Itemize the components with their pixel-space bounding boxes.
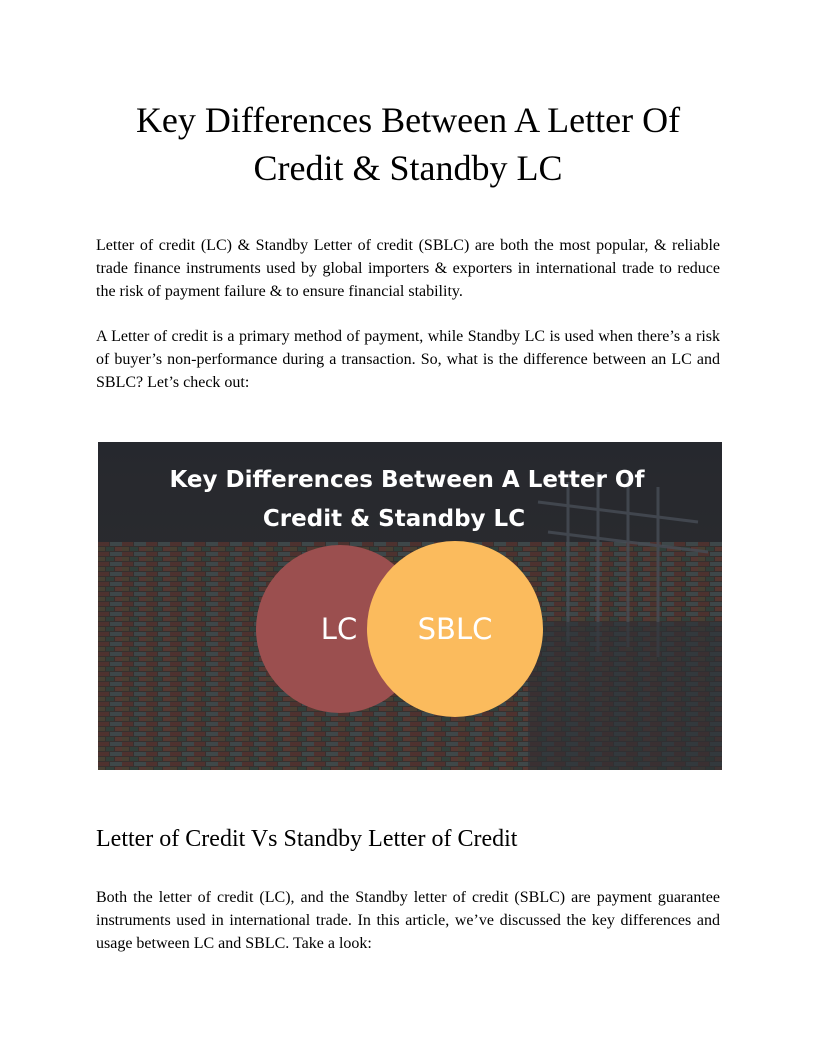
second-paragraph: A Letter of credit is a primary method of payment, while Standby LC is used when there’s a risk of buyer’s non-performance during a transaction. So, what is the difference between an LC and SBLC? Let’s check out: (96, 328, 720, 391)
banner-image (98, 442, 722, 770)
banner-title-line2: Credit & Standby LC (262, 506, 526, 532)
banner-title-line1: Key Differences Between A Letter Of (169, 467, 645, 493)
sblc-circle-label: SBLC (417, 612, 493, 646)
lc-circle-label: LC (320, 612, 358, 646)
document-title: Key Differences Between A Letter Of Credit & Standby LC (135, 100, 681, 188)
section-heading: Letter of Credit Vs Standby Letter of Credit (96, 826, 518, 852)
banner-graphic (98, 442, 722, 770)
intro-paragraph: Letter of credit (LC) & Standby Letter of credit (SBLC) are both the most popular, & reliable trade finance instruments used by global importers & exporters in international trade to reduce the risk of payment failure & to ensure financial stability. (96, 237, 720, 300)
section-paragraph: Both the letter of credit (LC), and the Standby letter of credit (SBLC) are payment guarantee instruments used in international trade. In this article, we’ve discussed the key differences and usage between LC and SBLC. Take a look: (96, 889, 720, 952)
